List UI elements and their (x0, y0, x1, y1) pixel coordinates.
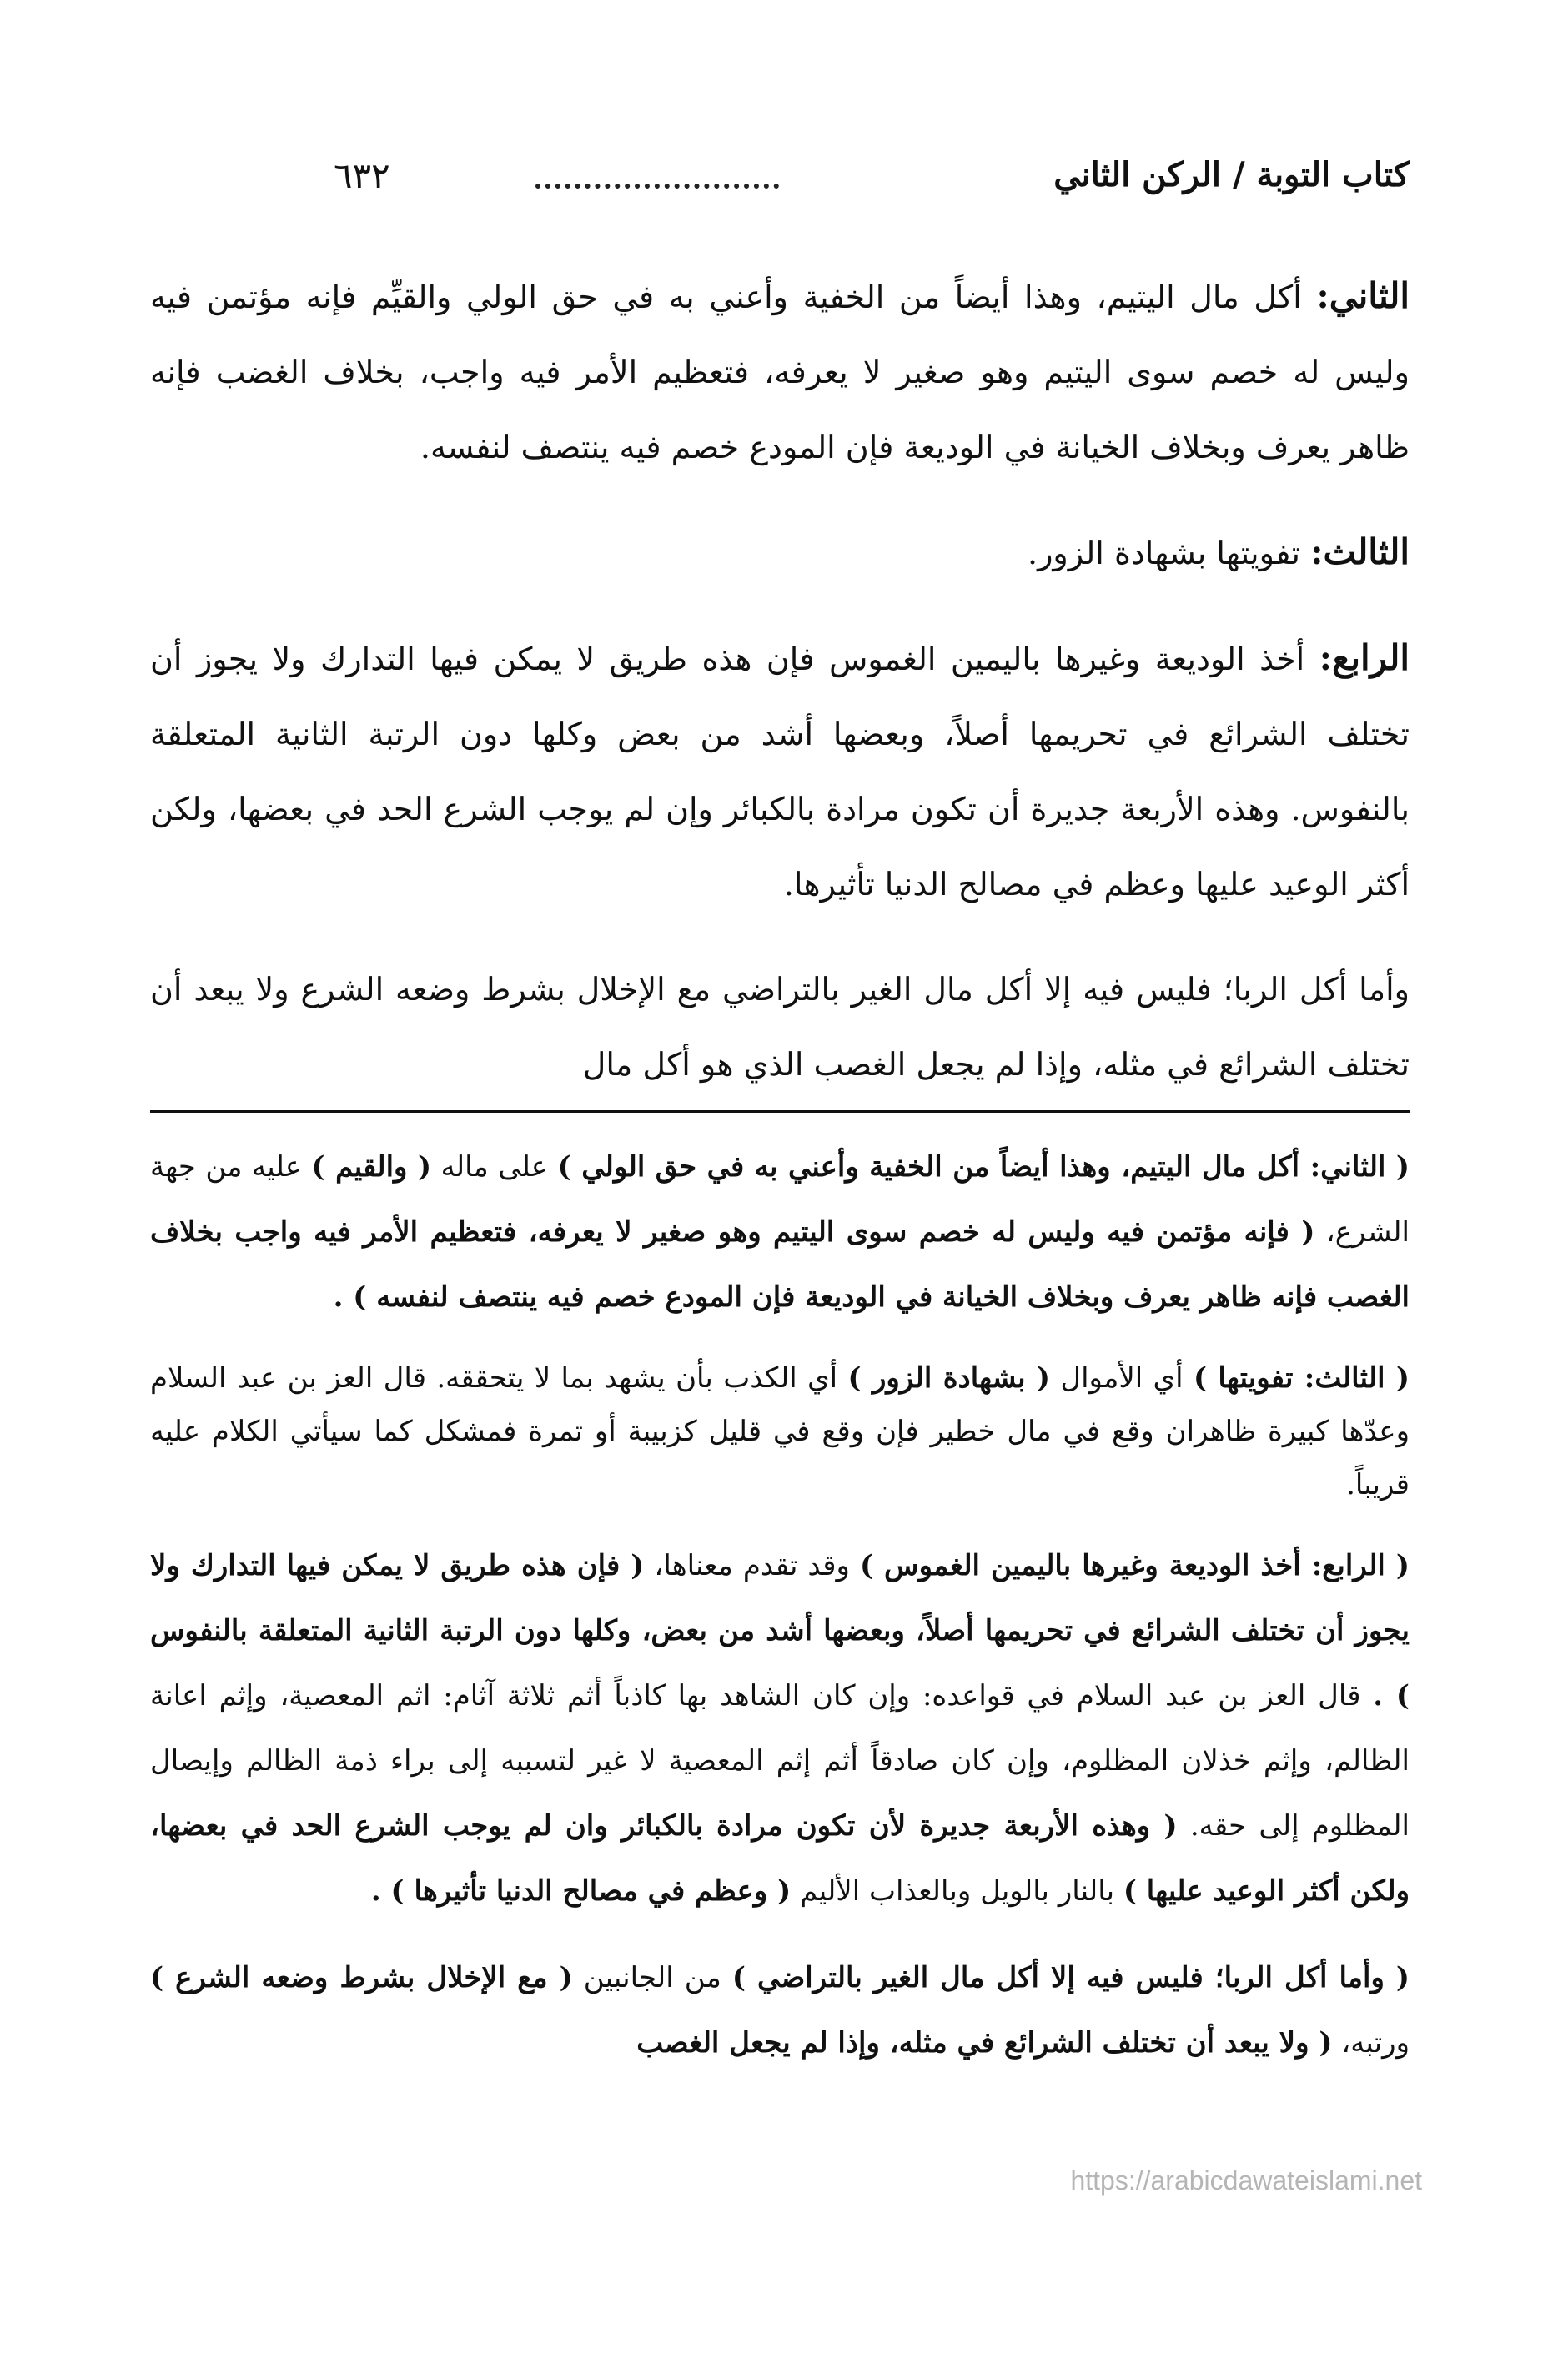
main-paragraph (150, 259, 1410, 485)
quoted-matn: ( فإن هذه طريق لا يمكن فيها التدارك ولا يجوز أن تختلف الشرائع في تحريمها أصلاً، وبعضها أشد من بعض، وكلها دون الرتبة الثانية المتعلقة بالنفوس ) . (150, 1549, 1410, 1713)
quoted-matn: ( الثاني: أكل مال اليتيم، وهذا أيضاً من الخفية وأعني به في حق الولي ) (557, 1150, 1410, 1184)
quoted-matn: ( ولا يبعد أن تختلف الشرائع في مثله، وإذا لم يجعل الغصب (636, 2026, 1333, 2060)
commentary-text: بالنار بالويل وبالعذاب الأليم (800, 1874, 1115, 1908)
source-watermark: https://arabicdawateislami.net (1070, 2165, 1422, 2196)
quoted-matn: ( مع الإخلال بشرط وضعه الشرع ) (150, 1961, 573, 1994)
quoted-matn: ( وعظم في مصالح الدنيا تأثيرها ) . (370, 1874, 792, 1908)
paragraph-label: الثالث: (1310, 531, 1410, 572)
commentary-text: على ماله (440, 1150, 549, 1184)
commentary-text: من الجانبين (583, 1961, 721, 1994)
commentary (150, 1134, 1410, 2075)
quoted-matn: ( الثالث: تفويتها ) (1193, 1361, 1410, 1395)
quoted-matn: ( بشهادة الزور ) (847, 1361, 1051, 1395)
paragraph-text: أخذ الوديعة وغيرها باليمين الغموس فإن هذه طريق لا يمكن فيها التدارك ولا يجوز أن تختلف الشرائع في تحريمها أصلاً، وبعضها أشد من بعض وكلها دون الرتبة الثانية المتعلقة بالنفوس. وهذه الأربعة جديرة أن تكون مرادة بالكبائر وإن لم يوجب الشرع الحد في بعضها، ولكن أكثر الوعيد عليها وعظم في مصالح الدنيا تأثيرها. (150, 641, 1410, 903)
commentary-paragraph (150, 1351, 1410, 1511)
commentary-paragraph (150, 1945, 1410, 2075)
main-text (150, 259, 1410, 1102)
quoted-matn: ( وأما أكل الربا؛ فليس فيه إلا أكل مال الغير بالتراضي ) (731, 1961, 1410, 1994)
paragraph-text: تفويتها بشهادة الزور. (1027, 535, 1300, 571)
quoted-matn: ( وهذه الأربعة جديرة لأن تكون مرادة بالكبائر وان لم يوجب الشرع الحد في بعضها، ولكن أكثر الوعيد عليها ) (150, 1809, 1410, 1908)
running-title: كتاب التوبة / الركن الثاني (1053, 155, 1410, 194)
commentary-text: عليه من جهة الشرع، (150, 1150, 1410, 1249)
commentary-text: ورتبه، (1341, 2026, 1410, 2060)
main-paragraph (150, 952, 1410, 1102)
quoted-matn: ( فإنه مؤتمن فيه وليس له خصم سوى اليتيم وهو صغير لا يعرفه، فتعظيم الأمر فيه واجب بخلاف الغصب فإنه ظاهر يعرف وبخلاف الخيانة في الوديعة فإن المودع خصم فيه ينتصف لنفسه ) . (150, 1215, 1410, 1314)
commentary-text: أي الكذب بأن يشهد بما لا يتحققه. قال العز بن عبد السلام وعدّها كبيرة ظاهران وقع في مال خطير فإن وقع في قليل كزبيبة أو تمرة فمشكل كما سيأتي الكلام عليه قريباً. (150, 1361, 1410, 1501)
commentary-text: قال العز بن عبد السلام في قواعده: وإن كان الشاهد بها كاذباً أثم ثلاثة آثام: اثم المعصية، وإثم اعانة الظالم، وإثم خذلان المظلوم، وإن كان صادقاً أثم إثم المعصية لا غير لتسببه إلى براء ذمة الظالم وإيصال المظلوم إلى حقه. (150, 1679, 1410, 1843)
page-header (0, 155, 1568, 205)
paragraph-label: الثاني: (1316, 275, 1410, 316)
commentary-paragraph (150, 1134, 1410, 1330)
main-paragraph (150, 621, 1410, 922)
header-leader-dots (535, 184, 779, 189)
quoted-matn: ( والقيم ) (311, 1150, 432, 1184)
footnote-divider (150, 1110, 1410, 1113)
paragraph-text: أكل مال اليتيم، وهذا أيضاً من الخفية وأعني به في حق الولي والقيِّم فإنه مؤتمن فيه وليس له خصم سوى اليتيم وهو صغير لا يعرفه، فتعظيم الأمر فيه واجب، بخلاف الغضب فإنه ظاهر يعرف وبخلاف الخيانة في الوديعة فإن المودع خصم فيه ينتصف لنفسه. (150, 279, 1410, 465)
paragraph-label: الرابع: (1319, 637, 1410, 678)
commentary-paragraph (150, 1533, 1410, 1924)
page-number: ٦٣٢ (334, 155, 390, 196)
commentary-text: أي الأموال (1060, 1361, 1184, 1395)
main-paragraph (150, 515, 1410, 591)
commentary-text: وقد تقدم معناها، (654, 1549, 850, 1582)
paragraph-text: وأما أكل الربا؛ فليس فيه إلا أكل مال الغير بالتراضي مع الإخلال بشرط وضعه الشرع ولا يبعد أن تختلف الشرائع في مثله، وإذا لم يجعل الغصب الذي هو أكل مال (150, 971, 1410, 1083)
quoted-matn: ( الرابع: أخذ الوديعة وغيرها باليمين الغموس ) (859, 1549, 1410, 1582)
